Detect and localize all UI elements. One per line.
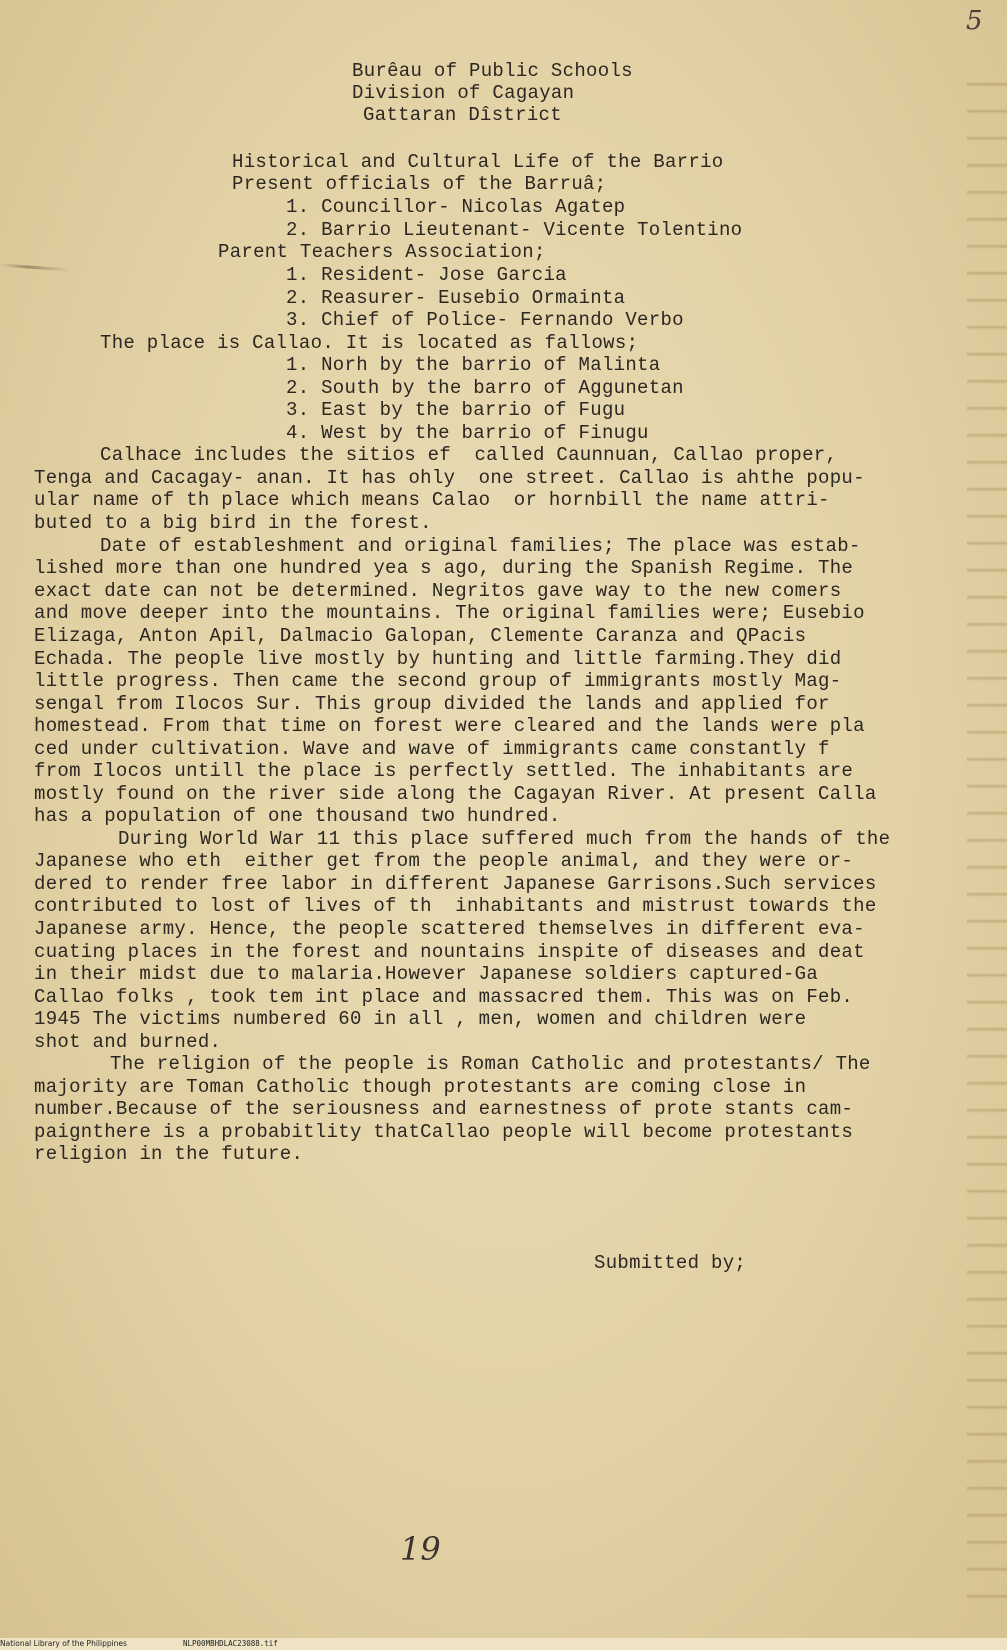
paragraph-line: paignthere is a probabitlity thatCallao people will become protestants <box>34 1121 854 1143</box>
paragraph-line: from Ilocos untill the place is perfectly settled. The inhabitants are <box>34 760 854 782</box>
official-item: 1. Councillor- Nicolas Agatep <box>286 196 626 218</box>
paragraph-line: Tenga and Cacagay- anan. It has ohly one street. Callao is ahthe popu- <box>34 467 865 489</box>
pta-item: 3. Chief of Police- Fernando Verbo <box>286 309 684 331</box>
paragraph-line: religion in the future. <box>34 1143 304 1165</box>
paragraph-line: dered to render free labor in different Japanese Garrisons.Such services <box>34 873 877 895</box>
paragraph-line: buted to a big bird in the forest. <box>34 512 432 534</box>
paragraph-line: has a population of one thousand two hundred. <box>34 805 561 827</box>
paragraph-line: Echada. The people live mostly by hunting and little farming.They did <box>34 648 842 670</box>
paragraph-line: 1945 The victims numbered 60 in all , men, women and children were <box>34 1008 807 1030</box>
paragraph-line: majority are Toman Catholic though protestants are coming close in <box>34 1076 807 1098</box>
paragraph-line: mostly found on the river side along the Cagayan River. At present Calla <box>34 783 877 805</box>
paragraph-line: Elizaga, Anton Apil, Dalmacio Galopan, Clemente Caranza and QPacis <box>34 625 807 647</box>
paragraph-line: homestead. From that time on forest were cleared and the lands were pla <box>34 715 865 737</box>
paragraph-line: Callao folks , took tem int place and massacred them. This was on Feb. <box>34 986 854 1008</box>
handwritten-page-number: 19 <box>400 1530 441 1568</box>
torn-right-edge <box>967 60 1007 1620</box>
paragraph-line: Japanese who eth either get from the people animal, and they were or- <box>34 850 854 872</box>
paragraph-line: little progress. Then came the second group of immigrants mostly Mag- <box>34 670 842 692</box>
paragraph-line: ular name of th place which means Calao or hornbill the name attri- <box>34 489 830 511</box>
paragraph-line: shot and burned. <box>34 1031 222 1053</box>
header-bureau: Burêau of Public Schools <box>352 60 633 82</box>
boundary-item: 4. West by the barrio of Finugu <box>286 422 649 444</box>
scan-footer <box>0 1638 1007 1650</box>
paragraph-line: Date of estableshment and original families; The place was estab- <box>100 535 861 557</box>
official-item: 2. Barrio Lieutenant- Vicente Tolentino <box>286 219 743 241</box>
paragraph-line: contributed to lost of lives of th inhabitants and mistrust towards the <box>34 895 877 917</box>
footer-library: National Library of the Philippines <box>0 1639 127 1648</box>
paragraph-line: exact date can not be determined. Negritos gave way to the new comers <box>34 580 842 602</box>
corner-page-number: 5 <box>966 6 983 36</box>
boundary-item: 1. Norh by the barrio of Malinta <box>286 354 661 376</box>
location-heading: The place is Callao. It is located as fallows; <box>100 332 639 354</box>
paragraph-line: number.Because of the seriousness and earnestness of prote stants cam- <box>34 1098 854 1120</box>
paragraph-line: The religion of the people is Roman Catholic and protestants/ The <box>110 1053 871 1075</box>
paragraph-line: and move deeper into the mountains. The original families were; Eusebio <box>34 602 865 624</box>
boundary-item: 2. South by the barro of Aggunetan <box>286 377 684 399</box>
header-division: Division of Cagayan <box>352 82 575 104</box>
header-district: Gattaran Dîstrict <box>363 104 562 126</box>
officials-heading: Present officials of the Barruâ; <box>232 173 607 195</box>
paragraph-line: cuating places in the forest and nountains inspite of diseases and deat <box>34 941 865 963</box>
footer-filename: NLP00MBHDLAC23088.tif <box>183 1639 278 1648</box>
pta-heading: Parent Teachers Association; <box>218 241 546 263</box>
paragraph-line: Calhace includes the sitios ef called Caunnuan, Callao proper, <box>100 444 838 466</box>
paragraph-line: lished more than one hundred yea s ago, during the Spanish Regime. The <box>34 557 854 579</box>
paragraph-line: Japanese army. Hence, the people scattered themselves in different eva- <box>34 918 865 940</box>
submitted-by: Submitted by; <box>594 1252 747 1274</box>
paragraph-line: During World War 11 this place suffered much from the hands of the <box>118 828 891 850</box>
paragraph-line: ced under cultivation. Wave and wave of immigrants came constantly f <box>34 738 830 760</box>
paragraph-line: in their midst due to malaria.However Japanese soldiers captured-Ga <box>34 963 819 985</box>
section-title: Historical and Cultural Life of the Barrio <box>232 151 724 173</box>
paragraph-line: sengal from Ilocos Sur. This group divided the lands and applied for <box>34 693 830 715</box>
pta-item: 2. Reasurer- Eusebio Ormainta <box>286 287 626 309</box>
pta-item: 1. Resident- Jose Garcia <box>286 264 567 286</box>
boundary-item: 3. East by the barrio of Fugu <box>286 399 626 421</box>
